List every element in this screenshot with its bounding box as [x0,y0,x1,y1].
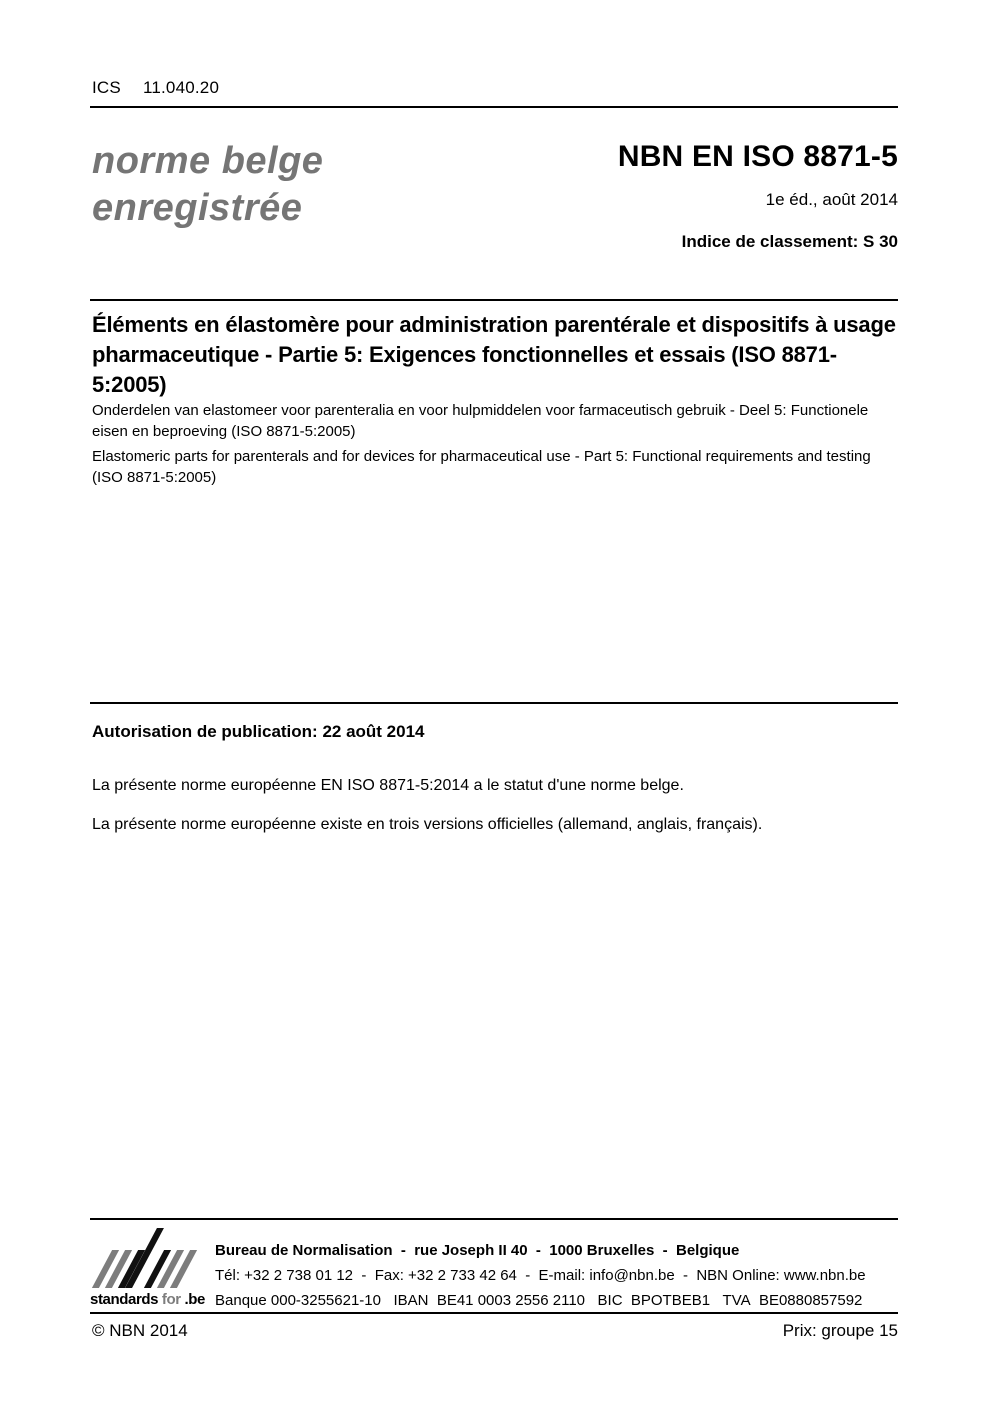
ics-code: 11.040.20 [142,78,220,97]
tagline-be: .be [184,1291,205,1308]
norm-type-heading [92,138,323,232]
bank-line: Banque 000-3255621-10 IBAN BE41 0003 2556 2110 BIC BPOTBEB1 TVA BE0880857592 [215,1292,863,1309]
tagline-for: for [161,1291,181,1308]
versions-note: La présente norme européenne existe en trois versions officielles (allemand, anglais, français). [92,816,763,833]
logo-tagline [90,1291,210,1308]
status-note: La présente norme européenne EN ISO 8871-5:2014 a le statut d'une norme belge. [92,777,684,794]
header-divider [90,106,898,108]
logo-bar [125,1228,164,1288]
classification-index: Indice de classement: S 30 [681,232,898,251]
footer-top-divider [90,1218,898,1220]
nbn-logo-icon [90,1228,210,1288]
footer-address-block [215,1238,905,1313]
document-number: NBN EN ISO 8871-5 [617,140,898,173]
edition-date: 1e éd., août 2014 [765,190,898,209]
ics-label: ICS [92,78,121,97]
norm-type-line2: enregistrée [92,187,303,229]
copyright-notice: © NBN 2014 [92,1321,188,1340]
title-french: Éléments en élastomère pour administration parentérale et dispositifs à usage pharmaceutique - Partie 5: Exigences fonctionnelles et essais (ISO 8871-5:2005) [92,312,896,397]
ics-classification [92,78,219,98]
publication-divider [90,702,898,704]
tagline-standards: standards [90,1291,159,1308]
title-dutch: Onderdelen van elastomeer voor parenteralia en voor hulpmiddelen voor farmaceutisch gebruik - Deel 5: Functionele eisen en beproeving (ISO 8871-5:2005) [92,402,869,440]
title-english: Elastomeric parts for parenterals and for devices for pharmaceutical use - Part 5: Functional requirements and testing (ISO 8871-5:2005) [92,448,871,486]
footer-bottom-divider [90,1312,898,1314]
price-group: Prix: groupe 15 [782,1321,898,1340]
contact-line: Tél: +32 2 738 01 12 - Fax: +32 2 733 42 64 - E-mail: info@nbn.be - NBN Online: www.nbn.be [215,1267,866,1284]
nbn-logo [90,1228,210,1308]
address-line: Bureau de Normalisation - rue Joseph II 40 - 1000 Bruxelles - Belgique [215,1242,740,1259]
publication-authorization: Autorisation de publication: 22 août 2014 [92,722,425,741]
title-divider [90,299,898,301]
norm-type-line1: norme belge [92,140,324,182]
